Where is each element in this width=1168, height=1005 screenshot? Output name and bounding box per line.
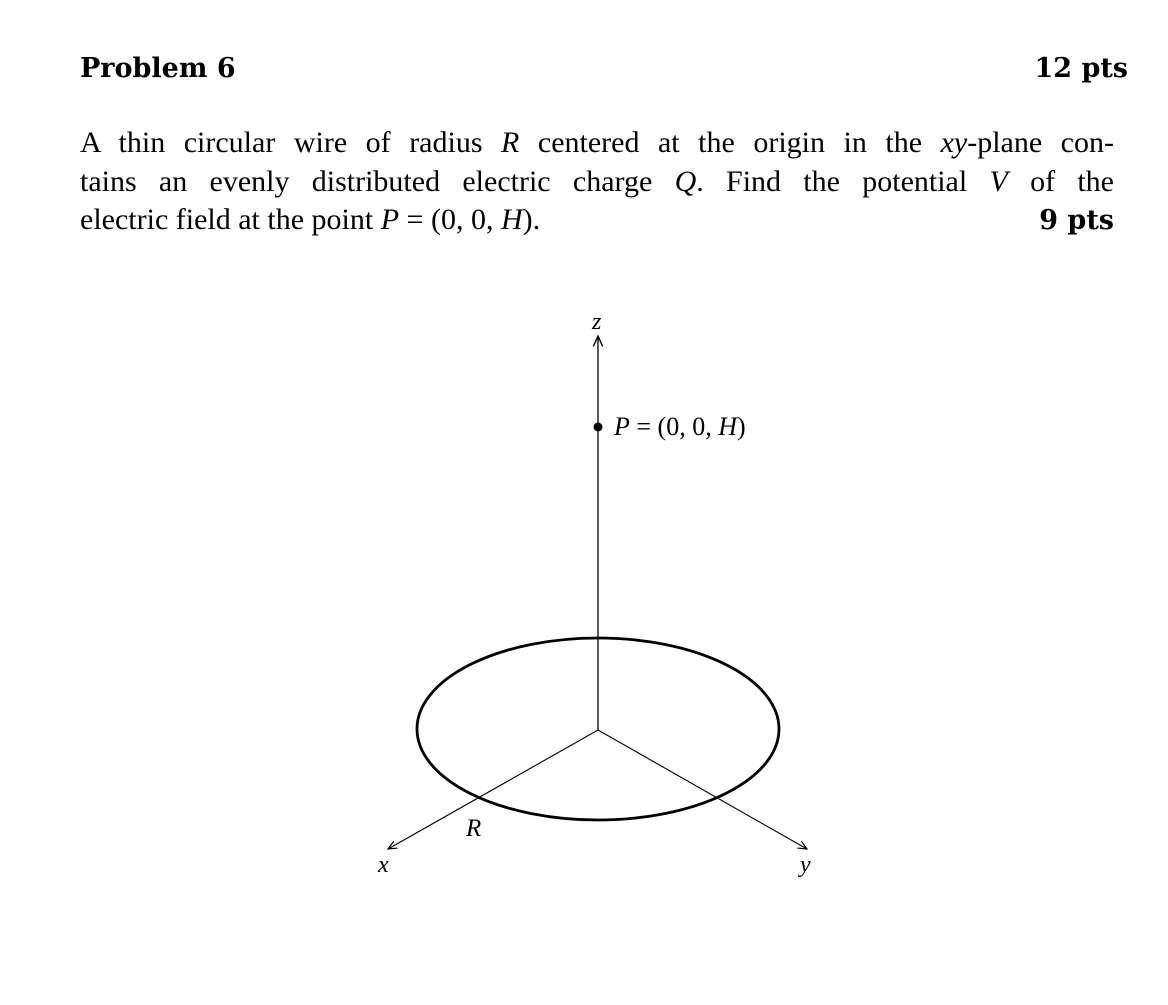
point-p-close: ) — [737, 412, 746, 441]
point-p-h: H — [718, 412, 737, 441]
point-p-dot — [594, 423, 603, 432]
text-segment: centered at the origin in the — [519, 126, 941, 159]
text-segment: . Find the potential — [696, 164, 990, 198]
x-axis-label: x — [378, 852, 389, 878]
text-segment: tains an evenly distributed electric charge — [80, 164, 675, 198]
y-axis-label: y — [800, 852, 811, 878]
math-variable-r: R — [501, 126, 520, 159]
text-segment: of the — [1007, 164, 1115, 198]
part-points: 9 pts — [1039, 205, 1114, 236]
text-segment: electric field at the point — [80, 203, 381, 236]
point-p-label — [613, 412, 746, 441]
math-variable-xy: xy — [940, 126, 968, 159]
z-axis-label: z — [592, 309, 602, 335]
point-p-coords: = (0, 0, — [629, 412, 719, 441]
radius-label: R — [466, 815, 482, 842]
math-variable-p: P — [380, 203, 400, 236]
problem-title: Problem 6 — [80, 52, 236, 84]
text-segment: ). — [522, 203, 541, 236]
text-segment: -plane con- — [967, 126, 1114, 159]
math-variable-v: V — [989, 164, 1008, 198]
text-segment: = (0, 0, — [399, 203, 501, 236]
point-p-var: P — [614, 412, 630, 441]
text-segment: A thin circular wire of radius — [80, 126, 502, 159]
problem-total-points: 12 pts — [1034, 52, 1128, 84]
math-variable-q: Q — [674, 164, 697, 198]
math-variable-h: H — [500, 203, 523, 236]
